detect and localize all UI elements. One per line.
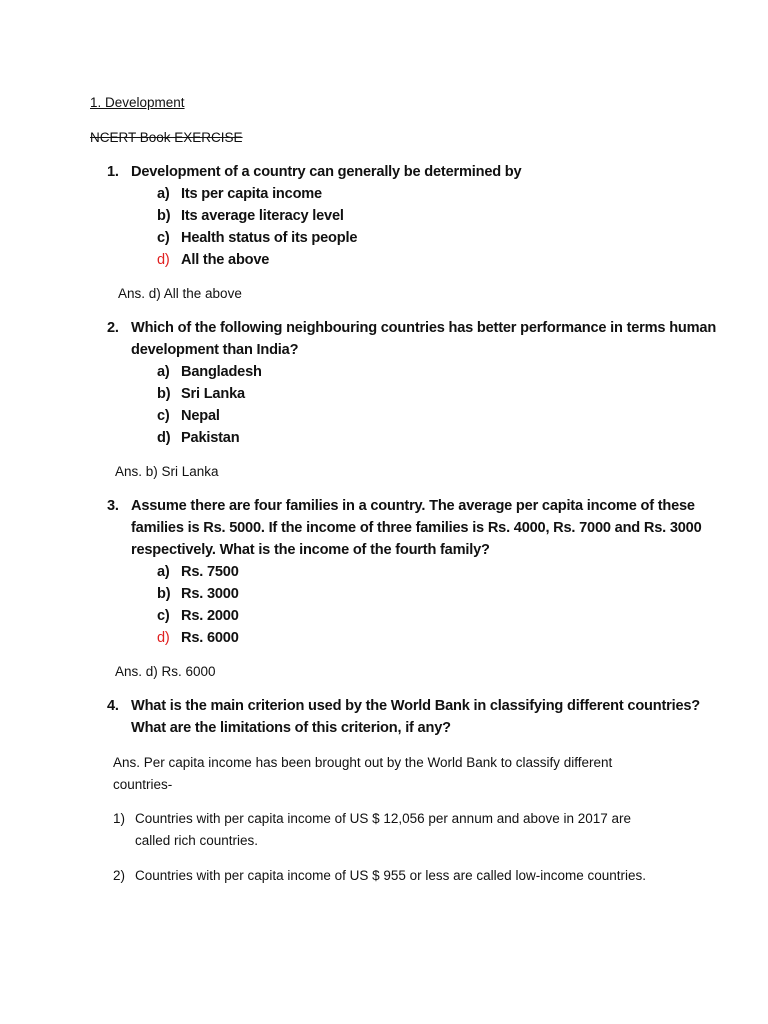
question-number: 3. bbox=[107, 498, 119, 514]
answer-text: Ans. d) Rs. 6000 bbox=[115, 664, 216, 679]
question-text-line-1: What is the main criterion used by the World Bank in classifying different countries? bbox=[131, 698, 701, 714]
chapter-heading: 1. Development bbox=[90, 95, 185, 110]
answer-text-line-2: countries- bbox=[113, 777, 173, 792]
question-text-line-2: families is Rs. 5000. If the income of three families is Rs. 4000, Rs. 7000 and Rs. 3000 bbox=[131, 520, 702, 536]
answer-text-line-1: Ans. Per capita income has been brought out by the World Bank to classify different bbox=[113, 755, 613, 770]
point-text-line-1: Countries with per capita income of US $ 955 or less are called low-income countries. bbox=[135, 868, 646, 883]
point-number: 2) bbox=[113, 868, 126, 883]
question-text-line-1: Which of the following neighbouring countries has better performance in terms human bbox=[131, 320, 717, 336]
correct-option-label: d) bbox=[157, 630, 170, 646]
point-number: 1) bbox=[113, 811, 126, 826]
question-text: Development of a country can generally be determined by bbox=[131, 164, 522, 180]
question-number: 4. bbox=[107, 698, 119, 714]
answer-text: Ans. b) Sri Lanka bbox=[115, 464, 219, 479]
question-number: 1. bbox=[107, 164, 119, 180]
answer-text: Ans. d) All the above bbox=[118, 286, 242, 301]
point-text-line-1: Countries with per capita income of US $ 12,056 per annum and above in 2017 are bbox=[135, 811, 632, 826]
point-text-line-2: called rich countries. bbox=[135, 833, 259, 848]
question-number: 2. bbox=[107, 320, 119, 336]
question-text-line-2: development than India? bbox=[131, 342, 299, 358]
question-text-line-2: What are the limitations of this criterion, if any? bbox=[131, 720, 451, 736]
question-text-line-1: Assume there are four families in a country. The average per capita income of these bbox=[131, 498, 695, 514]
correct-option-label: d) bbox=[157, 252, 170, 268]
section-heading: NCERT Book EXERCISE bbox=[90, 130, 243, 145]
question-text-line-3: respectively. What is the income of the fourth family? bbox=[131, 542, 490, 558]
document-page: 1. Development NCERT Book EXERCISE 1. Development of a country can generally be determined by a) Its per capita income b) Its average literacy level c) Health status of its people d) All the above Ans. d) All the above 2. Which of the following neighbouring countries has better performance in terms human development than India? a) Bangladesh b) Sri Lanka c) Nepal d) Pakistan Ans. b) Sri Lanka 3. Assume there are four families in a country. The average per capita income of these families is Rs. 5000. If the income of three families is Rs. 4000, Rs. 7000 and Rs. 3000 respectively. What is the income of the fourth family? a) Rs. 7500 b) Rs. 3000 c) Rs. 2000 d) Rs. 6000 Ans. d) Rs. 6000 4. What is the main criterion used by the World Bank in classifying different countries? What are the limitations of this criterion, if any? Ans. Per capita income has been brought out by the World Bank to classify different countries- 1) Countries with per capita income of US $ 12,056 per annum and above in 2017 are called rich countries. 2) Countries with per capita income of US $ 955 or less are called low-income countries. bbox=[0, 0, 768, 1024]
